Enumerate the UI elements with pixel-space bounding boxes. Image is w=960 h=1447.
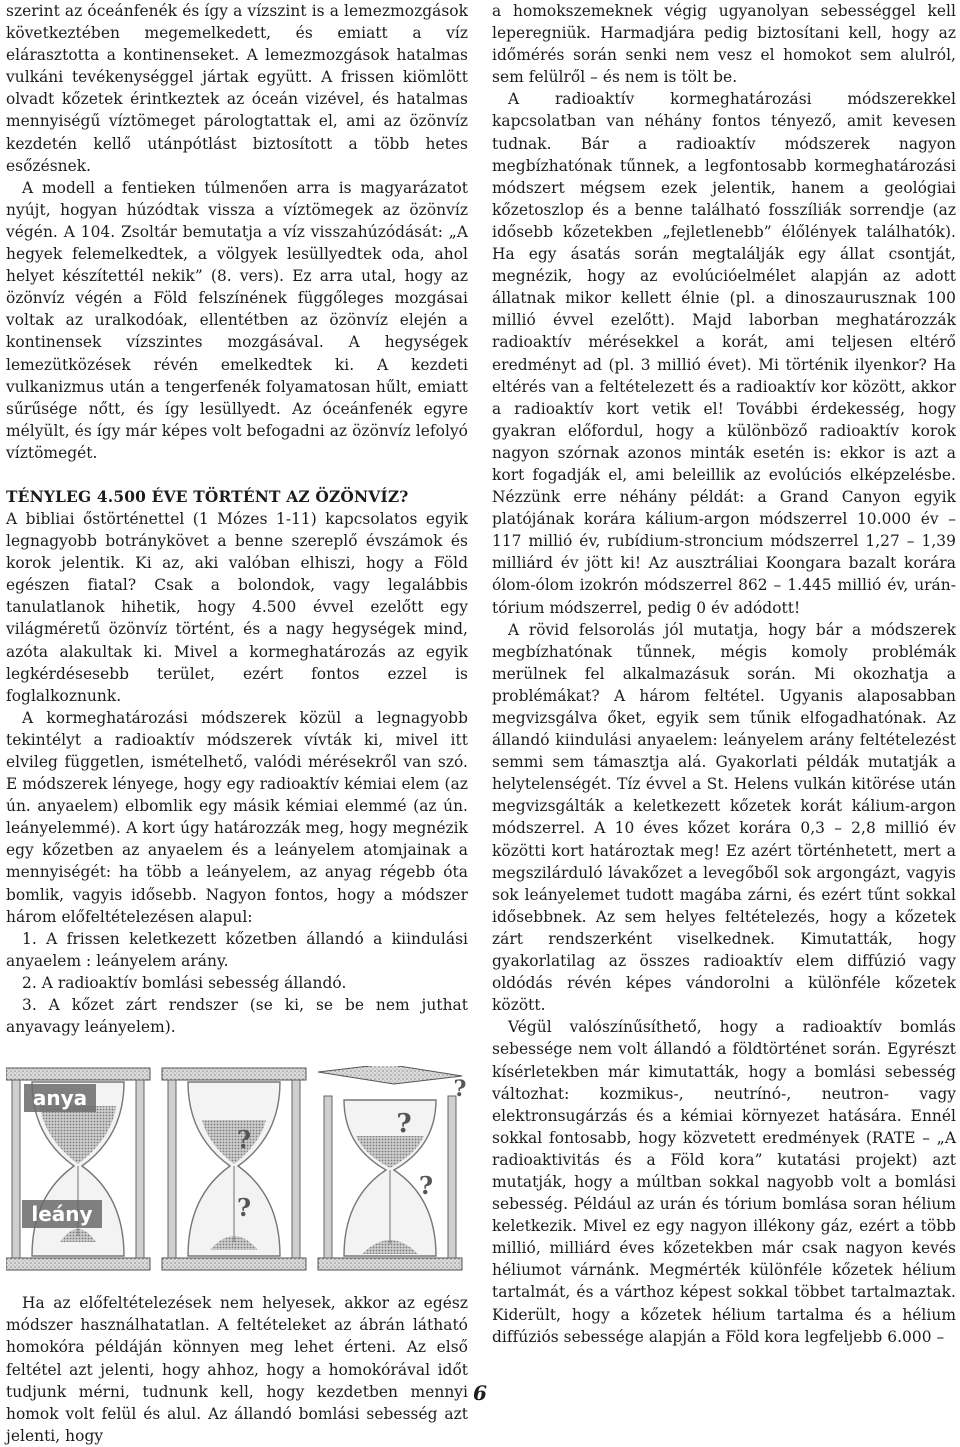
section-heading: TÉNYLEG 4.500 ÉVE TÖRTÉNT AZ ÖZÖNVÍZ? <box>6 487 409 506</box>
list-item: 2. A radioaktív bomlási sebesség állandó. <box>22 973 347 992</box>
left-column <box>6 0 468 1447</box>
label-anya: anya <box>32 1086 88 1111</box>
hourglass-1 <box>6 1068 150 1270</box>
question-mark-icon: ? <box>453 1076 466 1103</box>
paragraph: a homokszemeknek végig ugyanolyan sebességgel kell leperegniük. Harmadjára pedig biztosítani kell, hogy az időmérés során senki nem vesz el homokot sem alulról, sem felülről – és nem is tölt be. <box>492 2 956 87</box>
right-column <box>492 0 956 1348</box>
paragraph: A rövid felsorolás jól mutatja, hogy bár a módszerek megbízhatónak tűnnek, mégis komoly problémák merülnek fel alkalmazásuk során. Mi okozhatja a problémákat? A három feltétel. Ugyanis alaposabban megvizsgálva őket, egyik sem tűnik elfogadhatónak. Az állandó kiindulási anyaelem: leányelem arány feltételezést semmi sem támasztja alá. Gyakorlati példák mutatják a helytelenségét. Tíz évvel a St. Helens vulkán kitörése után megvizsgálták a keletkezett kőzetek korát kálium-argon módszerrel. A 10 éves kőzet korára 0,3 – 2,8 millió év közötti kort határoztak meg! Ez azért történhetett, mert a megszilárduló lávakőzet a levegőből sok argongázt, vagyis sok leányelemet tudott magába zárni, és ezért tűnt sokkal idősebbnek. Az sem helyes feltételezés, hogy a kőzetek zárt rendszerként viselkednek. Kimutatták, hogy gyakorlatilag az összes radioaktív elem diffúzió vagy oldódás révén képes vándorolni a különféle kőzetek között. <box>492 620 956 1015</box>
hourglass-3 <box>318 1066 466 1270</box>
question-mark-icon: ? <box>418 1171 434 1201</box>
hourglass-2 <box>162 1068 306 1270</box>
list-item: 3. A kőzet zárt rendszer (se ki, se be nem juthat anyavagy leányelem). <box>6 996 468 1037</box>
paragraph: Végül valószínűsíthető, hogy a radioaktív bomlás sebessége nem volt állandó a földtörténet során. Egyrészt kísérletekben már kimutatták, hogy a bomlási sebesség változhat: kozmikus-, neutrínó-, neutron- vagy elektronsugárzás és a kémiai környezet hatására. Ennél sokkal fontosabb, hogy közvetett eredmények (RATE – „A radioaktivitás és a Föld kora” kutatási projekt) azt mutatják, hogy a múltban sokkal nagyobb volt a bomlási sebesség. Például az urán és tórium bomlása soran hélium keletkezik. Mivel ez egy nagyon illékony gáz, ezért a több millió, milliárd éves kőzetekben már csak nagyon kevés héliumot várnánk. Megmérték különféle kőzetek hélium tartalmát, és a várthoz képest sokkal többet tartalmaztak. Kiderült, hogy a kőzetek hélium tartalma és a hélium diffúziós sebessége alapján a Föld kora legfeljebb 6.000 – <box>492 1018 956 1346</box>
label-leany: leány <box>31 1202 93 1227</box>
paragraph: A modell a fentieken túlmenően arra is magyarázatot nyújt, hogyan húzódtak vissza a víztömegek az özönvíz végén. A 104. Zsoltár bemutatja a víz visszahúzódását: „A hegyek felemelkedtek, a völgyek lesüllyedtek oda, ahol helyet készítettél nekik” (8. vers). Ez arra utal, hogy az özönvíz végén a Föld felszínének függőleges mozgásai voltak az uralkodóak, ellentétben az özönvíz elején a kontinensek vízszintes mozgásával. A hegységek lemezütközések révén emelkedtek ki. A kezdeti vulkanizmus után a tengerfenék folyamatosan hűlt, emiatt sűrűsége nőtt, és így lesüllyedt. Az óceánfenék egyre mélyült, és így már képes volt befogadni az özönvíz lefolyó víztömegét. <box>6 178 468 462</box>
question-mark-icon: ? <box>236 1193 252 1223</box>
paragraph: A bibliai őstörténettel (1 Mózes 1-11) kapcsolatos egyik legnagyobb botránykövet a benne szereplő évszámok és korok jelentik. Ki az, aki valóban elhiszi, hogy a Föld egészen fiatal? Csak a bolondok, vagy legalábbis tanulatlanok hihetik, hogy 4.500 évvel ezelőtt egy világméretű özönvíz történt, és a nagy hegységek mind, azóta alakultak ki. Mivel a kormeghatározás az egyik legkérdésesebb terület, ezért fontos ezzel is foglalkoznunk. <box>6 509 468 705</box>
question-mark-icon: ? <box>396 1109 412 1140</box>
question-mark-icon: ? <box>236 1125 252 1155</box>
paragraph: A radioaktív kormeghatározási módszerekkel kapcsolatban van néhány fontos tényező, amit kevesen tudnak. Bár a radioaktív módszerek nagyon megbízhatónak tűnnek, a legfontosabb kormeghatározási módszert mégsem ezek jelentik, hanem a geológiai kőzetoszlop és a benne található fosszíliák sorrendje (az idősebb kőzetekben „fejletlenebb” élőlények találhatók). Ha egy ásatás során megtalálják egy állat csontját, megnézik, hogy az evolúcióelmélet alapján az adott állatnak mikor kellett élnie (pl. a dinoszaurusznak 100 millió évvel ezelőtt). Majd laborban meghatározzák radioaktív mérésekkel a korát, ami teljesen eltérő eredményt ad (pl. 3 millió évet). Mi történik ilyenkor? Ha eltérés van a feltételezett és a radioaktív kor között, akkor a radioaktív kort vetik el! További érdekesség, hogy gyakran előfordul, hogy a különböző radioaktív korok nagyon szórnak azonos minták esetén is: ekkor is azt a kort fogadják el, ami beleillik az evolúciós elképzelésbe. Nézzünk erre néhány példát: a Grand Canyon egyik platójának korára kálium-argon módszerrel 10.000 év – 117 millió év, rubídium-stroncium módszerrel 1,27 – 1,39 milliárd év jött ki! Az ausztráliai Koongara bazalt korára ólom-ólom izokrón módszerrel 862 – 1.445 millió év, urán-tórium módszerrel, pedig 0 év adódott! <box>492 90 956 617</box>
list-item: 1. A frissen keletkezett kőzetben állandó a kiindulási anyaelem : leányelem arány. <box>6 929 468 970</box>
page-number: 6 <box>473 1381 487 1405</box>
paragraph: A kormeghatározási módszerek közül a legnagyobb tekintélyt a radioaktív módszerek vívták ki, mivel itt elvileg független, ismételhető, valódi mérésekről van szó. E módszerek lényege, hogy egy radioaktív kémiai elem (az ún. anyaelem) elbomlik egy másik kémiai elemmé (az ún. leányelemmé). A kort úgy határozzák meg, hogy megnézik egy kőzetben az anyaelem és a leányelem atomjainak a mennyiségét: ha több a leányelem, az anyag régebb óta bomlik, vagyis idősebb. Nagyon fontos, hogy a módszer három előfeltételezésen alapul: <box>6 708 468 926</box>
paragraph: Ha az előfeltételezések nem helyesek, akkor az egész módszer használhatatlan. A feltételeket az ábrán látható homokóra példáján könnyen meg lehet érteni. Az első feltétel azt jelenti, hogy ahhoz, hogy a homokórával időt tudjunk mérni, tudnunk kell, hogy kezdetben mennyi homok volt felül és alul. Az állandó bomlási sebesség azt jelenti, hogy <box>6 1294 468 1445</box>
hourglass-illustration <box>6 1066 466 1272</box>
paragraph: szerint az óceánfenék és így a vízszint is a lemezmozgások következtében megemelkedett, és emiatt a víz elárasztotta a kontinenseket. A lemezmozgások hatalmas vulkáni tevékenységgel jártak együtt. A frissen kiömlött olvadt kőzetek érintkeztek az óceán vizével, és hatalmas mennyiségű víztömeget párologtattak el, ami az özönvíz kezdetén kellő utánpótlást biztosított a több hetes esőzésnek. <box>6 2 468 175</box>
hourglass-figure <box>6 1066 466 1272</box>
